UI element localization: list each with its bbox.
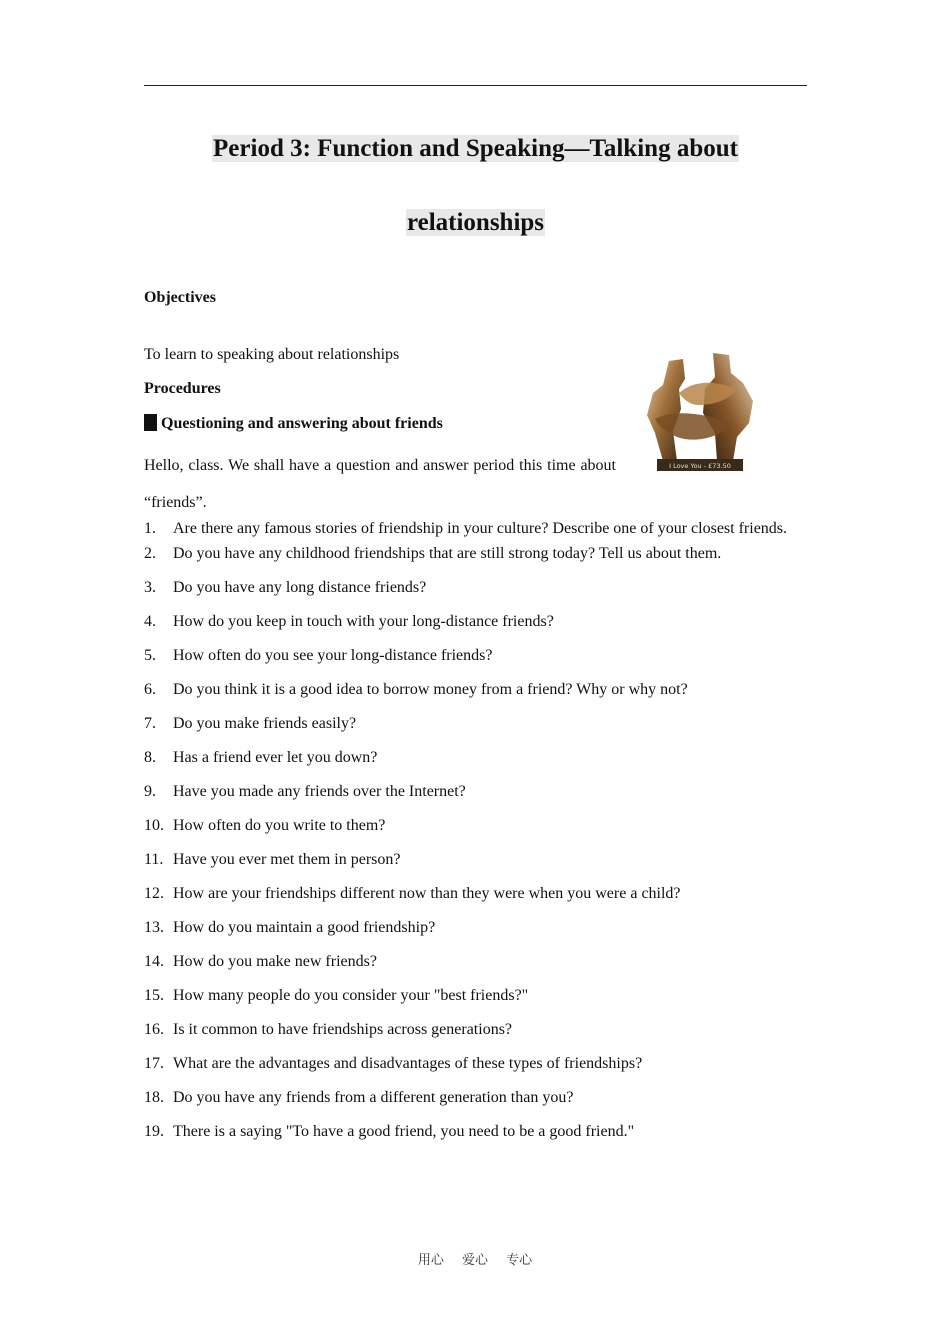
- list-item: 7. Do you make friends easily?: [144, 715, 357, 732]
- list-item: 15. How many people do you consider your "best friends?": [144, 987, 529, 1004]
- procedures-heading: Procedures: [144, 380, 221, 397]
- intro-paragraph: Hello, class. We shall have a question and answer period this time about “friends”.: [144, 457, 616, 511]
- list-item: 12. How are your friendships different now than they were when you were a child?: [144, 885, 681, 902]
- objectives-text: To learn to speaking about relationships: [144, 346, 400, 363]
- header-rule: [144, 85, 807, 86]
- list-item: 6. Do you think it is a good idea to borrow money from a friend? Why or why not?: [144, 681, 688, 698]
- list-item: 10. How often do you write to them?: [144, 817, 386, 834]
- list-item: 14. How do you make new friends?: [144, 953, 377, 970]
- embracing-couple-statue-icon: [633, 349, 761, 473]
- list-item: 5. How often do you see your long-distance friends?: [144, 647, 493, 664]
- list-item: 8. Has a friend ever let you down?: [144, 749, 378, 766]
- list-item: 18. Do you have any friends from a different generation than you?: [144, 1089, 574, 1106]
- page-footer: 用心 爱心 专心: [417, 1253, 533, 1268]
- statue-caption: I Love You - £73.50: [669, 462, 731, 470]
- section-heading: [144, 414, 443, 434]
- list-item: 1. Are there any famous stories of friendship in your culture? Describe one of your closest friends.: [144, 520, 788, 537]
- page-title-line-2: relationships: [406, 209, 545, 236]
- list-item: 2. Do you have any childhood friendships that are still strong today? Tell us about them.: [144, 545, 722, 562]
- question-list: [144, 518, 807, 1156]
- list-item: 17. What are the advantages and disadvantages of these types of friendships?: [144, 1055, 643, 1072]
- list-item: 13. How do you maintain a good friendship?: [144, 919, 436, 936]
- section-heading-text: Questioning and answering about friends: [161, 415, 443, 432]
- list-item: 16. Is it common to have friendships across generations?: [144, 1021, 513, 1038]
- page-title-line-1: Period 3: Function and Speaking—Talking about: [213, 135, 738, 162]
- list-item: 4. How do you keep in touch with your long-distance friends?: [144, 613, 554, 630]
- list-item: 9. Have you made any friends over the Internet?: [144, 783, 466, 800]
- objectives-heading: Objectives: [144, 289, 216, 306]
- list-item: 19. There is a saying "To have a good friend, you need to be a good friend.": [144, 1123, 635, 1140]
- list-item: 11. Have you ever met them in person?: [144, 851, 401, 868]
- black-square-icon: [144, 414, 157, 431]
- list-item: 3. Do you have any long distance friends?: [144, 579, 427, 596]
